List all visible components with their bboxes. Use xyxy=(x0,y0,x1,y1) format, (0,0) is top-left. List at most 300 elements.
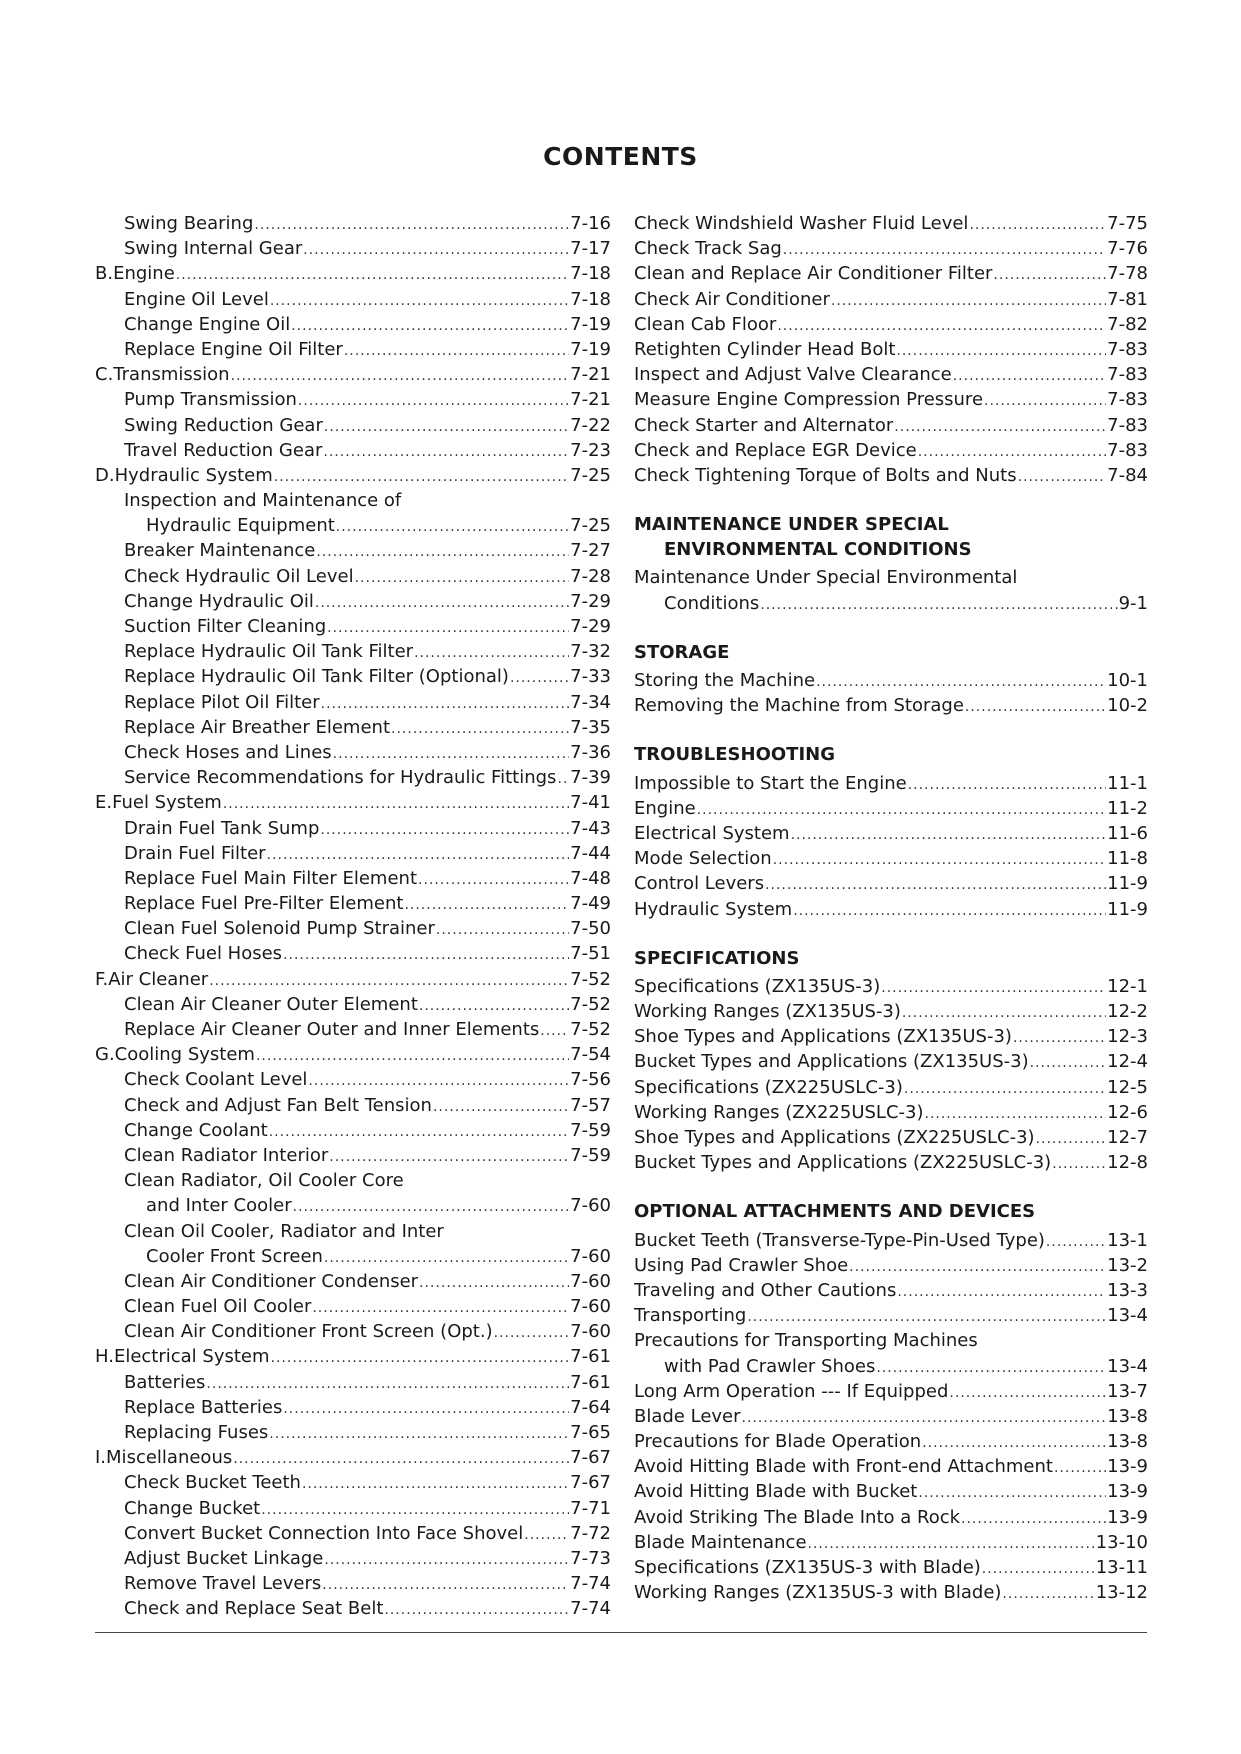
toc-entry[interactable] xyxy=(634,387,1148,412)
toc-entry-page: 7-33 xyxy=(570,666,611,688)
toc-entry-label: Blade Lever xyxy=(634,1405,741,1427)
toc-entry[interactable] xyxy=(634,362,1148,387)
dot-leader xyxy=(908,773,1106,798)
toc-entry-page: 13-1 xyxy=(1107,1229,1148,1251)
toc-entry[interactable] xyxy=(634,1379,1148,1404)
toc-entry-label: Check and Replace EGR Device xyxy=(634,439,917,461)
dot-leader xyxy=(965,695,1106,720)
dot-leader xyxy=(773,848,1106,873)
toc-entry-label: and Inter Cooler xyxy=(146,1195,292,1217)
toc-entry-label: Hydraulic Equipment xyxy=(146,515,335,537)
toc-entry[interactable] xyxy=(95,1596,611,1621)
dot-leader xyxy=(436,918,569,943)
toc-entry[interactable] xyxy=(634,1125,1148,1150)
toc-entry-page: 7-25 xyxy=(570,515,611,537)
dot-leader xyxy=(327,616,569,641)
dot-leader xyxy=(283,1397,569,1422)
toc-entry-label: Avoid Striking The Blade Into a Rock xyxy=(634,1506,961,1528)
toc-entry-label: Breaker Maintenance xyxy=(124,540,316,562)
toc-entry-label: Shoe Types and Applications (ZX225USLC-3) xyxy=(634,1127,1035,1148)
dot-leader xyxy=(404,893,569,918)
toc-entry[interactable] xyxy=(634,1479,1148,1504)
toc-entry[interactable] xyxy=(95,362,611,387)
toc-entry-label: Working Ranges (ZX225USLC-3) xyxy=(634,1101,924,1123)
toc-entry-label: Check Hoses and Lines xyxy=(124,741,332,763)
toc-entry-label: Fuel System xyxy=(112,792,222,814)
dot-leader xyxy=(298,389,569,414)
toc-entry[interactable] xyxy=(634,312,1148,337)
toc-entry-label: Check Air Conditioner xyxy=(634,288,830,310)
toc-entry-page: 7-74 xyxy=(570,1573,611,1595)
toc-entry-label: Change Engine Oil xyxy=(124,313,291,335)
dot-leader xyxy=(1046,1230,1106,1255)
toc-entry-page: 7-34 xyxy=(570,691,611,713)
toc-entry[interactable] xyxy=(634,1429,1148,1454)
toc-entry[interactable] xyxy=(95,1420,611,1445)
toc-entry-label: Convert Bucket Connection Into Face Shovel xyxy=(124,1522,524,1544)
toc-entry-label: Working Ranges (ZX135US-3) xyxy=(634,1001,901,1023)
toc-entry[interactable] xyxy=(634,1049,1148,1074)
toc-entry[interactable] xyxy=(95,1118,611,1143)
section-heading-storage: STORAGE xyxy=(634,641,730,663)
toc-entry-label: Replace Air Breather Element xyxy=(124,716,391,738)
toc-entry-page: 7-18 xyxy=(570,263,611,285)
toc-entry[interactable] xyxy=(634,1505,1148,1530)
toc-entry[interactable] xyxy=(95,1219,611,1244)
toc-entry[interactable] xyxy=(634,1580,1148,1605)
toc-entry-label: Retighten Cylinder Head Bolt xyxy=(634,338,896,360)
dot-leader xyxy=(333,742,569,767)
toc-entry-page: 7-72 xyxy=(570,1522,611,1544)
toc-entry[interactable] xyxy=(634,1228,1148,1253)
toc-entry-label: Swing Reduction Gear xyxy=(124,414,323,436)
toc-entry-page: 13-7 xyxy=(1107,1380,1148,1402)
footer-divider xyxy=(95,1632,1147,1633)
dot-leader xyxy=(209,969,569,994)
toc-entry[interactable] xyxy=(95,664,611,689)
dot-leader xyxy=(323,440,569,465)
toc-entry-label: Transporting xyxy=(634,1305,747,1327)
toc-entry-page: 11-9 xyxy=(1107,898,1148,920)
toc-entry[interactable] xyxy=(95,211,611,236)
toc-entry-page: 7-81 xyxy=(1107,288,1148,310)
dot-leader xyxy=(433,1095,569,1120)
toc-entry-page: 7-61 xyxy=(570,1346,611,1368)
toc-entry[interactable] xyxy=(634,261,1148,286)
toc-entry-page: 7-83 xyxy=(1107,439,1148,461)
toc-entry[interactable] xyxy=(95,413,611,438)
toc-entry[interactable] xyxy=(634,413,1148,438)
toc-entry[interactable] xyxy=(634,1024,1148,1049)
toc-entry[interactable] xyxy=(95,1571,611,1596)
toc-entry[interactable] xyxy=(95,967,611,992)
toc-entry-label: Replace Fuel Pre-Filter Element xyxy=(124,893,404,915)
toc-entry[interactable] xyxy=(634,846,1148,871)
toc-entry[interactable] xyxy=(634,591,1148,616)
toc-entry[interactable] xyxy=(634,337,1148,362)
toc-entry[interactable] xyxy=(95,790,611,815)
toc-entry[interactable] xyxy=(95,1546,611,1571)
toc-entry-label: Specifications (ZX225USLC-3) xyxy=(634,1076,903,1098)
toc-entry-page: 7-60 xyxy=(570,1245,611,1267)
dot-leader xyxy=(231,364,570,389)
toc-entry-label: Cooler Front Screen xyxy=(146,1245,323,1267)
dot-leader xyxy=(494,1321,570,1346)
toc-entry-page: 12-4 xyxy=(1107,1051,1148,1073)
dot-leader xyxy=(315,591,569,616)
toc-entry[interactable] xyxy=(634,1150,1148,1175)
toc-entry-page: 7-25 xyxy=(570,464,611,486)
toc-entry-label: Clean Fuel Solenoid Pump Strainer xyxy=(124,918,435,940)
toc-entry[interactable] xyxy=(95,1193,611,1218)
dot-leader xyxy=(902,1001,1106,1026)
toc-entry-label: Check Track Sag xyxy=(634,238,782,260)
dot-leader xyxy=(329,1145,569,1170)
section-heading-specifications: SPECIFICATIONS xyxy=(634,947,800,969)
toc-entry-page: 7-60 xyxy=(570,1296,611,1318)
toc-entry-prefix: D. xyxy=(95,464,115,486)
toc-left-column xyxy=(95,211,611,1622)
toc-entry-prefix: E. xyxy=(95,792,113,814)
toc-entry-label: Clean Radiator Interior xyxy=(124,1144,329,1166)
toc-entry[interactable] xyxy=(95,337,611,362)
toc-entry-page: 13-11 xyxy=(1095,1557,1148,1578)
toc-entry[interactable] xyxy=(634,771,1148,796)
dot-leader xyxy=(271,1346,570,1371)
dot-leader xyxy=(1013,1026,1106,1051)
toc-entry[interactable] xyxy=(634,463,1148,488)
toc-entry[interactable] xyxy=(634,1075,1148,1100)
toc-entry[interactable] xyxy=(634,796,1148,821)
toc-entry[interactable] xyxy=(95,1269,611,1294)
toc-entry[interactable] xyxy=(95,639,611,664)
toc-entry-page: 13-2 xyxy=(1107,1254,1148,1276)
toc-entry-page: 7-22 xyxy=(570,414,611,436)
toc-entry-page: 13-3 xyxy=(1107,1279,1148,1301)
toc-entry-page: 7-36 xyxy=(570,741,611,763)
toc-entry-label: Clean Oil Cooler, Radiator and Inter xyxy=(124,1220,444,1242)
toc-entry[interactable] xyxy=(95,564,611,589)
toc-entry-page: 13-8 xyxy=(1107,1405,1148,1427)
toc-entry[interactable] xyxy=(95,387,611,412)
toc-entry[interactable] xyxy=(634,871,1148,896)
dot-leader xyxy=(270,289,569,314)
toc-entry[interactable] xyxy=(95,1143,611,1168)
toc-entry-page: 12-8 xyxy=(1107,1152,1148,1174)
toc-entry[interactable] xyxy=(634,974,1148,999)
toc-entry-label: Clean Air Cleaner Outer Element xyxy=(124,993,418,1015)
toc-entry[interactable] xyxy=(95,589,611,614)
dot-leader xyxy=(321,692,569,717)
toc-entry-page: 13-9 xyxy=(1107,1481,1148,1503)
toc-entry-page: 7-17 xyxy=(570,238,611,260)
toc-entry-label: Electrical System xyxy=(113,1346,270,1368)
dot-leader xyxy=(953,364,1106,389)
toc-entry-label: Specifications (ZX135US-3) xyxy=(634,975,881,997)
toc-entry[interactable] xyxy=(95,261,611,286)
toc-entry[interactable] xyxy=(95,1445,611,1470)
toc-entry[interactable] xyxy=(634,693,1148,718)
dot-leader xyxy=(291,314,569,339)
toc-entry-page: 12-7 xyxy=(1107,1127,1148,1148)
toc-entry[interactable] xyxy=(634,287,1148,312)
toc-entry-label: Replacing Fuses xyxy=(124,1422,269,1443)
dot-leader xyxy=(896,339,1106,364)
dot-leader xyxy=(308,1069,569,1094)
toc-entry-page: 7-74 xyxy=(570,1598,611,1620)
toc-entry[interactable] xyxy=(95,312,611,337)
dot-leader xyxy=(320,818,569,843)
section-heading-maintenance-special: MAINTENANCE UNDER SPECIAL xyxy=(634,514,949,536)
toc-entry[interactable] xyxy=(634,999,1148,1024)
dot-leader xyxy=(969,213,1106,238)
toc-entry[interactable] xyxy=(95,538,611,563)
toc-entry[interactable] xyxy=(95,992,611,1017)
dot-leader xyxy=(344,339,569,364)
toc-entry[interactable] xyxy=(634,1404,1148,1429)
toc-entry[interactable] xyxy=(95,866,611,891)
dot-leader xyxy=(510,666,569,691)
toc-entry-page: 11-1 xyxy=(1107,772,1148,794)
dot-leader xyxy=(419,1271,569,1296)
toc-entry-page: 7-29 xyxy=(570,590,611,612)
toc-entry-page: 7-41 xyxy=(570,792,611,814)
section-heading-maintenance-special-line2: ENVIRONMENTAL CONDITIONS xyxy=(664,539,972,561)
toc-entry-label: Change Hydraulic Oil xyxy=(124,590,314,612)
toc-entry-page: 7-43 xyxy=(570,817,611,839)
toc-entry-prefix: F. xyxy=(95,968,109,990)
toc-entry[interactable] xyxy=(95,438,611,463)
toc-entry-label: Inspect and Adjust Valve Clearance xyxy=(634,364,952,386)
toc-entry[interactable] xyxy=(95,1395,611,1420)
toc-entry-label: Check Tightening Torque of Bolts and Nuts xyxy=(634,464,1017,486)
toc-entry-page: 7-59 xyxy=(570,1144,611,1166)
toc-entry-label: Pump Transmission xyxy=(124,389,297,411)
toc-entry-label: Batteries xyxy=(124,1371,206,1393)
toc-entry[interactable] xyxy=(634,1253,1148,1278)
dot-leader xyxy=(233,1447,569,1472)
toc-entry[interactable] xyxy=(95,816,611,841)
toc-entry-label: Miscellaneous xyxy=(106,1447,233,1469)
toc-entry-page: 11-8 xyxy=(1107,848,1148,870)
toc-entry-label: Engine xyxy=(634,797,696,819)
toc-entry-label: Service Recommendations for Hydraulic Fittings xyxy=(124,767,557,789)
toc-entry[interactable] xyxy=(634,1328,1148,1353)
toc-entry[interactable] xyxy=(95,1470,611,1495)
toc-entry[interactable] xyxy=(634,1100,1148,1125)
toc-entry[interactable] xyxy=(634,211,1148,236)
toc-entry-page: 10-2 xyxy=(1107,695,1148,717)
toc-entry[interactable] xyxy=(95,1294,611,1319)
toc-entry-page: 7-59 xyxy=(570,1119,611,1141)
toc-entry-page: 7-84 xyxy=(1107,464,1148,486)
toc-entry-label: Check Bucket Teeth xyxy=(124,1472,301,1494)
toc-entry-label: Check Coolant Level xyxy=(124,1069,308,1091)
toc-entry-label: Check Hydraulic Oil Level xyxy=(124,565,354,587)
toc-entry[interactable] xyxy=(95,1067,611,1092)
toc-entry-label: Bucket Teeth (Transverse-Type-Pin-Used Type) xyxy=(634,1229,1045,1251)
toc-entry[interactable] xyxy=(95,1244,611,1269)
toc-entry[interactable] xyxy=(95,715,611,740)
dot-leader xyxy=(524,1523,569,1548)
toc-entry-label: Bucket Types and Applications (ZX135US-3) xyxy=(634,1051,1029,1073)
dot-leader xyxy=(274,465,569,490)
dot-leader xyxy=(176,263,569,288)
toc-entry-page: 13-10 xyxy=(1095,1531,1148,1553)
dot-leader xyxy=(391,717,569,742)
toc-entry[interactable] xyxy=(95,1496,611,1521)
toc-entry[interactable] xyxy=(95,841,611,866)
toc-entry[interactable] xyxy=(95,1168,611,1193)
toc-entry-page: 7-65 xyxy=(570,1422,611,1443)
toc-entry-page: 7-28 xyxy=(570,565,611,587)
toc-entry[interactable] xyxy=(634,1530,1148,1555)
toc-entry[interactable] xyxy=(634,1555,1148,1580)
dot-leader xyxy=(1030,1051,1107,1076)
toc-entry[interactable] xyxy=(95,891,611,916)
toc-entry-label: Replace Engine Oil Filter xyxy=(124,338,343,360)
toc-entry-label: Cooling System xyxy=(114,1044,255,1066)
toc-entry-page: 7-83 xyxy=(1107,389,1148,411)
toc-entry[interactable] xyxy=(634,821,1148,846)
toc-entry[interactable] xyxy=(95,488,611,513)
toc-entry[interactable] xyxy=(634,1354,1148,1379)
toc-entry-label: Clean Air Conditioner Condenser xyxy=(124,1270,419,1292)
toc-entry[interactable] xyxy=(95,614,611,639)
toc-entry[interactable] xyxy=(95,765,611,790)
toc-entry[interactable] xyxy=(95,1319,611,1344)
toc-entry-label: Clean Cab Floor xyxy=(634,313,777,335)
toc-entry-page: 7-83 xyxy=(1107,364,1148,386)
toc-entry-label: with Pad Crawler Shoes xyxy=(664,1355,876,1377)
toc-entry-page: 7-51 xyxy=(570,943,611,965)
toc-entry[interactable] xyxy=(95,941,611,966)
toc-entry-label: Drain Fuel Tank Sump xyxy=(124,817,320,839)
toc-entry-page: 7-71 xyxy=(570,1497,611,1519)
toc-entry-page: 7-60 xyxy=(570,1195,611,1217)
toc-entry-page: 7-56 xyxy=(570,1069,611,1091)
toc-entry[interactable] xyxy=(634,1454,1148,1479)
toc-entry[interactable] xyxy=(634,236,1148,261)
toc-entry-page: 7-57 xyxy=(570,1094,611,1116)
toc-entry-page: 9-1 xyxy=(1118,592,1148,614)
toc-entry-page: 13-4 xyxy=(1107,1305,1148,1327)
toc-entry-page: 7-23 xyxy=(570,439,611,461)
toc-entry-label: Adjust Bucket Linkage xyxy=(124,1547,324,1569)
dot-leader xyxy=(384,1598,569,1623)
toc-entry-page: 7-78 xyxy=(1107,263,1148,285)
toc-entry-label: Change Bucket xyxy=(124,1497,261,1519)
dot-leader xyxy=(918,440,1106,465)
dot-leader xyxy=(984,389,1106,414)
toc-entry-label: Specifications (ZX135US-3 with Blade) xyxy=(634,1557,981,1578)
dot-leader xyxy=(267,843,570,868)
toc-entry[interactable] xyxy=(95,1093,611,1118)
toc-entry-page: 12-2 xyxy=(1107,1001,1148,1023)
toc-entry[interactable] xyxy=(95,1521,611,1546)
dot-leader xyxy=(312,1296,569,1321)
toc-entry-page: 7-61 xyxy=(570,1371,611,1393)
toc-entry-page: 13-12 xyxy=(1095,1582,1148,1604)
dot-leader xyxy=(1036,1127,1107,1152)
toc-entry[interactable] xyxy=(95,916,611,941)
toc-entry-prefix: C. xyxy=(95,364,114,386)
toc-entry-page: 7-75 xyxy=(1107,213,1148,234)
toc-entry[interactable] xyxy=(95,690,611,715)
toc-entry-page: 7-83 xyxy=(1107,338,1148,360)
dot-leader xyxy=(982,1557,1095,1582)
toc-entry-page: 7-60 xyxy=(570,1321,611,1343)
dot-leader xyxy=(414,641,569,666)
dot-leader xyxy=(876,1356,1106,1381)
toc-entry-page: 7-29 xyxy=(570,616,611,637)
toc-entry[interactable] xyxy=(95,740,611,765)
toc-entry[interactable] xyxy=(634,1278,1148,1303)
toc-entry[interactable] xyxy=(95,513,611,538)
toc-entry-label: Engine xyxy=(113,263,175,285)
toc-entry-page: 7-49 xyxy=(570,893,611,915)
toc-entry[interactable] xyxy=(95,287,611,312)
dot-leader xyxy=(1054,1456,1106,1481)
dot-leader xyxy=(831,289,1106,314)
toc-entry-label: Replace Hydraulic Oil Tank Filter xyxy=(124,641,414,663)
dot-leader xyxy=(283,943,569,968)
toc-entry-page: 7-39 xyxy=(570,767,611,789)
toc-entry-label: Replace Batteries xyxy=(124,1396,283,1418)
toc-entry-prefix: H. xyxy=(95,1346,114,1368)
toc-entry-page: 7-52 xyxy=(570,1019,611,1040)
toc-entry-label: Traveling and Other Cautions xyxy=(634,1279,897,1301)
toc-entry-label: Bucket Types and Applications (ZX225USLC-3) xyxy=(634,1152,1052,1174)
toc-entry-page: 11-6 xyxy=(1107,822,1148,844)
dot-leader xyxy=(783,238,1106,263)
dot-leader xyxy=(993,263,1106,288)
dot-leader xyxy=(1052,1152,1106,1177)
dot-leader xyxy=(904,1077,1106,1102)
toc-entry-page: 7-82 xyxy=(1107,313,1148,335)
toc-entry[interactable] xyxy=(95,236,611,261)
toc-entry-label: Replace Fuel Main Filter Element xyxy=(124,867,418,889)
toc-entry-label: Drain Fuel Filter xyxy=(124,842,266,864)
toc-entry-label: Maintenance Under Special Environmental xyxy=(634,567,1018,589)
dot-leader xyxy=(697,798,1106,823)
toc-entry[interactable] xyxy=(95,463,611,488)
toc-entry[interactable] xyxy=(634,897,1148,922)
toc-entry[interactable] xyxy=(634,1303,1148,1328)
toc-entry[interactable] xyxy=(95,1370,611,1395)
toc-entry[interactable] xyxy=(634,668,1148,693)
toc-entry-page: 7-54 xyxy=(570,1044,611,1066)
toc-entry[interactable] xyxy=(95,1344,611,1369)
toc-entry-label: Engine Oil Level xyxy=(124,288,269,310)
toc-entry[interactable] xyxy=(634,565,1148,590)
toc-entry-label: Inspection and Maintenance of xyxy=(124,490,402,512)
toc-entry-label: Precautions for Blade Operation xyxy=(634,1431,922,1453)
toc-right-column xyxy=(634,211,1148,1605)
toc-entry-page: 7-19 xyxy=(570,313,611,335)
toc-entry[interactable] xyxy=(634,438,1148,463)
toc-entry-prefix: G. xyxy=(95,1044,115,1066)
toc-entry-label: Removing the Machine from Storage xyxy=(634,695,964,717)
dot-leader xyxy=(918,1481,1106,1506)
toc-entry[interactable] xyxy=(95,1017,611,1042)
dot-leader xyxy=(324,1246,569,1271)
toc-entry[interactable] xyxy=(95,1042,611,1067)
dot-leader xyxy=(791,823,1107,848)
toc-entry-label: Change Coolant xyxy=(124,1119,268,1141)
dot-leader xyxy=(742,1406,1107,1431)
page-title: CONTENTS xyxy=(543,142,698,171)
